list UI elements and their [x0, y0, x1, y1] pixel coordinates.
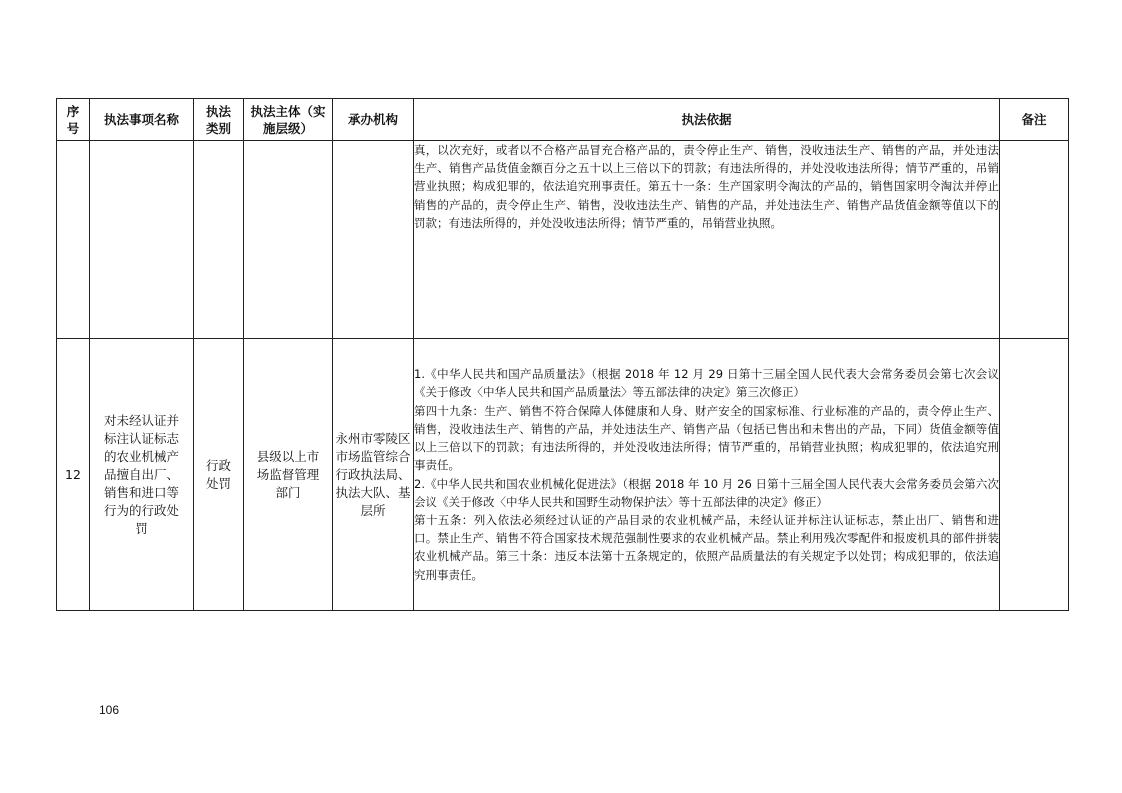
basis-paragraph: 第十五条：列入依法必须经过认证的产品目录的农业机械产品，未经认证并标注认证标志，禁止出厂、销售和进口。禁止生产、销售不符合国家技术规范强制性要求的农业机械产品。禁止利用残次零配件和报废机具的部件拼装农业机械产品。第三十条：违反本法第十五条规定的，依照产品质量法的有关规定予以处罚；构成犯罪的，依法追究刑事责任。: [414, 512, 999, 582]
table-row: [57, 141, 1069, 339]
cell-category: [194, 141, 244, 339]
cell-item-name: [90, 141, 194, 339]
cell-basis: [414, 141, 1000, 339]
cell-remark: [1000, 141, 1069, 339]
cell-seq: 12: [57, 339, 90, 611]
basis-paragraph: 真，以次充好，或者以不合格产品冒充合格产品的，责令停止生产、销售，没收违法生产、销售的产品，并处违法生产、销售产品货值金额百分之五十以上三倍以下的罚款；有违法所得的，并处没收违法所得；情节严重的，吊销营业执照；构成犯罪的，依法追究刑事责任。第五十一条：生产国家明令淘汰的产品的，销售国家明令淘汰并停止销售的产品的，责令停止生产、销售，没收违法生产、销售的产品，并处违法生产、销售产品货值金额等值以下的罚款；有违法所得的，并处没收违法所得；情节严重的，吊销营业执照。: [414, 143, 999, 230]
enforcement-table: [56, 98, 1069, 611]
cell-basis: [414, 339, 1000, 611]
cell-subject: 县级以上市场监督管理部门: [244, 339, 333, 611]
header-seq: 序号: [57, 99, 90, 141]
header-subject: 执法主体（实施层级）: [244, 99, 333, 141]
basis-paragraph: 2.《中华人民共和国农业机械化促进法》（根据 2018 年 10 月 26 日第十三届全国人民代表大会常务委员会第六次会议《关于修改〈中华人民共和国野生动物保护法〉等十五部法律的决定》修正）: [414, 476, 999, 509]
cell-agency: 永州市零陵区市场监管综合行政执法局、执法大队、基层所: [333, 339, 414, 611]
cell-remark: [1000, 339, 1069, 611]
header-basis: 执法依据: [414, 99, 1000, 141]
table-header-row: [57, 99, 1069, 141]
cell-item-name: 对未经认证并标注认证标志的农业机械产品擅自出厂、销售和进口等行为的行政处罚: [90, 339, 194, 611]
header-remark: 备注: [1000, 99, 1069, 141]
page-number: 106: [99, 703, 120, 717]
header-category: 执法类别: [194, 99, 244, 141]
basis-paragraph: 第四十九条：生产、销售不符合保障人体健康和人身、财产安全的国家标准、行业标准的产品的，责令停止生产、销售，没收违法生产、销售的产品，并处违法生产、销售产品（包括已售出和未售出的产品，下同）货值金额等值以上三倍以下的罚款；有违法所得的，并处没收违法所得；情节严重的，吊销营业执照；构成犯罪的，依法追究刑事责任。: [414, 403, 999, 473]
cell-seq: [57, 141, 90, 339]
table-row: [57, 339, 1069, 611]
cell-category: 行政处罚: [194, 339, 244, 611]
cell-agency: [333, 141, 414, 339]
cell-subject: [244, 141, 333, 339]
header-agency: 承办机构: [333, 99, 414, 141]
header-item-name: 执法事项名称: [90, 99, 194, 141]
basis-paragraph: 1.《中华人民共和国产品质量法》（根据 2018 年 12 月 29 日第十三届全国人民代表大会常务委员会第七次会议《关于修改〈中华人民共和国产品质量法〉等五部法律的决定》第三次修正）: [414, 367, 999, 400]
